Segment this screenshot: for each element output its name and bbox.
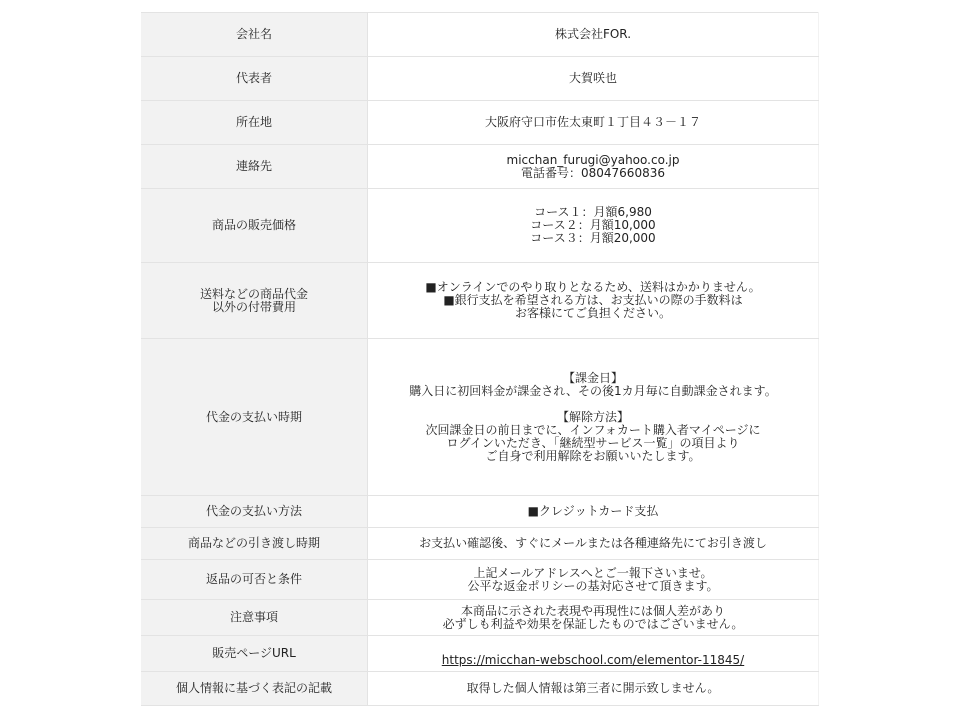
table-row	[141, 528, 819, 560]
table-row	[141, 636, 819, 672]
row-value-address: 大阪府守口市佐太東町１丁目４３－１７	[368, 101, 819, 145]
row-label-price: 商品の販売価格	[141, 189, 368, 263]
legal-notice-table	[141, 12, 819, 706]
row-label-returns: 返品の可否と条件	[141, 560, 368, 600]
table-row	[141, 189, 819, 263]
legal-notice-table-wrapper	[141, 12, 819, 706]
table-row	[141, 496, 819, 528]
row-label-additional-fees: 送料などの商品代金 以外の付帯費用	[141, 263, 368, 339]
row-label-privacy: 個人情報に基づく表記の記載	[141, 672, 368, 706]
table-row	[141, 672, 819, 706]
row-label-address: 所在地	[141, 101, 368, 145]
row-label-company-name: 会社名	[141, 13, 368, 57]
row-label-sales-url: 販売ページURL	[141, 636, 368, 672]
row-value-payment-method: ■クレジットカード支払	[368, 496, 819, 528]
row-label-delivery-timing: 商品などの引き渡し時期	[141, 528, 368, 560]
row-value-delivery-timing: お支払い確認後、すぐにメールまたは各種連絡先にてお引き渡し	[368, 528, 819, 560]
sales-page-link[interactable]: https://micchan-webschool.com/elementor-11845/	[441, 652, 745, 667]
row-value-company-name: 株式会社FOR.	[368, 13, 819, 57]
row-value-privacy: 取得した個人情報は第三者に開示致しません。	[368, 672, 819, 706]
row-value-price: コース１：月額6,980 コース２：月額10,000 コース３：月額20,000	[368, 189, 819, 263]
row-label-payment-timing: 代金の支払い時期	[141, 339, 368, 496]
table-row	[141, 339, 819, 496]
row-value-additional-fees: ■オンラインでのやり取りとなるため、送料はかかりません。 ■銀行支払を希望される方は、お支払いの際の手数料は お客様にてご負担ください。	[368, 263, 819, 339]
row-label-notes: 注意事項	[141, 600, 368, 636]
table-row	[141, 57, 819, 101]
table-row	[141, 560, 819, 600]
row-value-notes: 本商品に示された表現や再現性には個人差があり 必ずしも利益や効果を保証したものではございません。	[368, 600, 819, 636]
table-row	[141, 13, 819, 57]
table-row	[141, 145, 819, 189]
row-value-sales-url	[368, 636, 819, 672]
row-value-returns: 上記メールアドレスへとご一報下さいませ。 公平な返金ポリシーの基対応させて頂きます。	[368, 560, 819, 600]
table-row	[141, 263, 819, 339]
row-label-representative: 代表者	[141, 57, 368, 101]
row-label-contact: 連絡先	[141, 145, 368, 189]
row-label-payment-method: 代金の支払い方法	[141, 496, 368, 528]
row-value-representative: 大賀咲也	[368, 57, 819, 101]
table-row	[141, 101, 819, 145]
row-value-payment-timing: 【課金日】 購入日に初回料金が課金され、その後1カ月毎に自動課金されます。 【解除方法】 次回課金日の前日までに、インフォカート購入者マイページに ログインいただき、「継続型サービス一覧」の項目より ご自身で利用解除をお願いいたします。	[368, 339, 819, 496]
table-row	[141, 600, 819, 636]
row-value-contact: micchan_furugi@yahoo.co.jp 電話番号：08047660836	[368, 145, 819, 189]
